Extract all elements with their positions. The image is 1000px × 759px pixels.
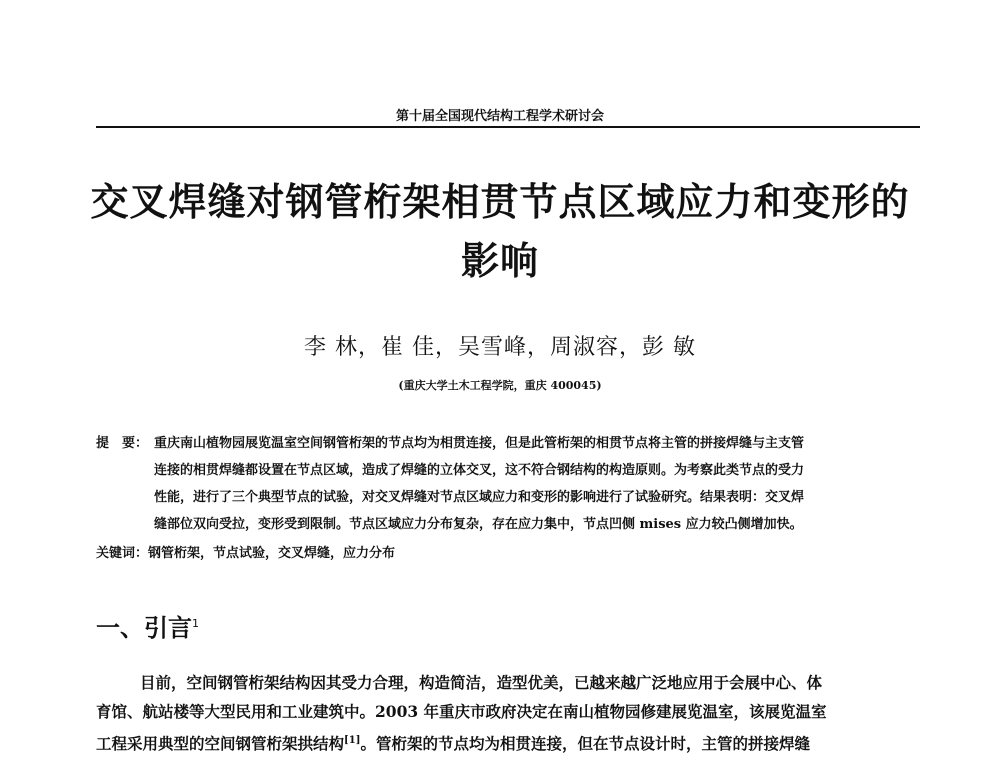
header-rule xyxy=(96,126,920,128)
footnote-mark: 1 xyxy=(192,617,199,630)
author-list: 李 林，崔 佳，吴雪峰，周淑容，彭 敏 xyxy=(304,335,696,360)
body-line-text: 。管桁架的节点均为相贯连接，但在节点设计时，主管的拼接焊缝 xyxy=(360,734,810,754)
running-header: 第十届全国现代结构工程学术研讨会 xyxy=(395,109,604,124)
body-line: 育馆、航站楼等大型民用和工业建筑中。2003 年重庆市政府决定在南山植物园修建展览温室，该展览温室 xyxy=(96,702,827,721)
section-heading-introduction xyxy=(96,608,199,643)
keywords xyxy=(96,540,926,567)
abstract-label: 提 要： xyxy=(96,436,149,451)
body-line: 目前，空间钢管桁架结构因其受力合理，构造简洁，造型优美，已越来越广泛地应用于会展中心、体 xyxy=(140,673,823,692)
abstract-line: 性能，进行了三个典型节点的试验，对交叉焊缝对节点区域应力和变形的影响进行了试验研究。结果表明：交叉焊 xyxy=(154,490,805,505)
body-text xyxy=(96,668,916,755)
abstract-line: 缝部位双向受拉，变形受到限制。节点区域应力分布复杂，存在应力集中，节点凹侧 mises 应力较凸侧增加快。 xyxy=(154,517,803,532)
paper-title-line-1: 交叉焊缝对钢管桁架相贯节点区域应力和变形的 xyxy=(90,180,910,224)
keywords-text: 钢管桁架，节点试验，交叉焊缝，应力分布 xyxy=(148,546,396,561)
citation-ref: [1] xyxy=(344,735,361,746)
abstract-line: 连接的相贯焊缝都设置在节点区域，造成了焊缝的立体交叉，这不符合钢结构的构造原则。为考察此类节点的受力 xyxy=(154,463,805,478)
section-heading-text: 一、引言 xyxy=(96,614,192,642)
body-line xyxy=(96,726,916,755)
paper-title-line-2: 影响 xyxy=(460,239,539,283)
abstract-body xyxy=(154,430,926,538)
body-line-text: 工程采用典型的空间钢管桁架拱结构 xyxy=(96,734,345,754)
affiliation: (重庆大学土木工程学院，重庆 400045) xyxy=(398,379,602,392)
keywords-label: 关键词： xyxy=(96,546,149,561)
abstract-line: 重庆南山植物园展览温室空间钢管桁架的节点均为相贯连接，但是此管桁架的相贯节点将主管的拼接焊缝与主支管 xyxy=(154,436,805,451)
